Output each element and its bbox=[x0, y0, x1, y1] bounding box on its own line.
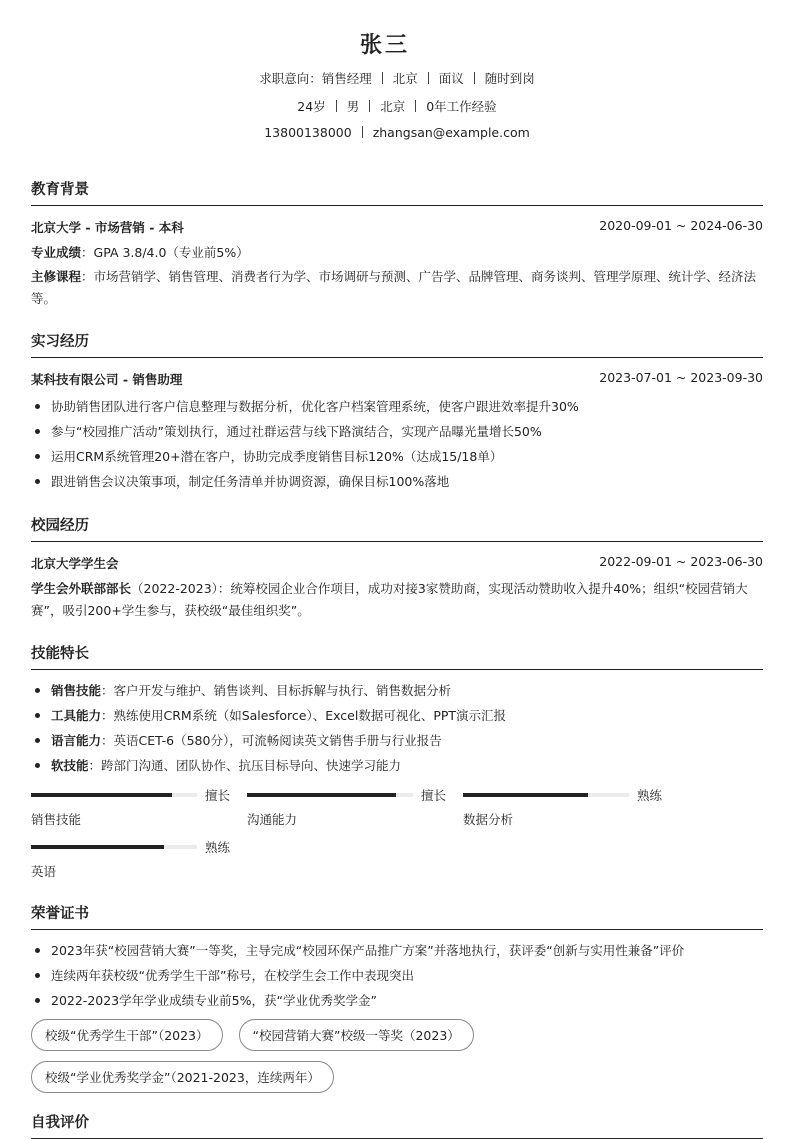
skill-level-item bbox=[247, 786, 463, 828]
honors-section bbox=[31, 902, 763, 1103]
intent-salary: 面议 bbox=[438, 71, 464, 86]
honor-badge: 校级“优秀学生干部”（2023） bbox=[31, 1019, 223, 1051]
skill-level-item bbox=[31, 838, 247, 880]
skills-section bbox=[31, 642, 763, 890]
skill-bar bbox=[247, 793, 413, 797]
list-item: 协助销售团队进行客户信息整理与数据分析，优化客户档案管理系统，使客户跟进效率提升30% bbox=[31, 394, 763, 419]
skill-bar-fill bbox=[463, 793, 588, 797]
list-item: 2023年获“校园营销大赛”一等奖，主导完成“校园环保产品推广方案”并落地执行，获评委“创新与实用性兼备”评价 bbox=[31, 938, 763, 963]
separator bbox=[369, 100, 370, 112]
skill-label: 软技能 bbox=[51, 758, 89, 773]
skill-bar-fill bbox=[31, 793, 172, 797]
list-item bbox=[31, 728, 763, 753]
skill-bar bbox=[463, 793, 629, 797]
section-title: 自我评价 bbox=[31, 1111, 763, 1139]
basic-info-line bbox=[0, 97, 794, 115]
campus-org: 北京大学学生会 bbox=[31, 556, 119, 571]
education-section bbox=[31, 178, 763, 310]
separator bbox=[382, 72, 383, 84]
list-item: 运用CRM系统管理20+潜在客户，协助完成季度销售目标120%（达成15/18单） bbox=[31, 444, 763, 469]
skill-label: 销售技能 bbox=[51, 683, 102, 698]
school-major-degree: 北京大学 - 市场营销 - 本科 bbox=[31, 220, 184, 235]
skill-name: 英语 bbox=[31, 864, 57, 879]
self-eval-section bbox=[31, 1111, 763, 1139]
company-role: 某科技有限公司 - 销售助理 bbox=[31, 372, 183, 387]
skill-bar-fill bbox=[247, 793, 396, 797]
skill-name: 沟通能力 bbox=[247, 812, 298, 827]
experience-years: 0年工作经验 bbox=[426, 99, 497, 114]
internship-section bbox=[31, 330, 763, 494]
list-item bbox=[31, 703, 763, 728]
location: 北京 bbox=[380, 99, 406, 114]
section-title: 荣誉证书 bbox=[31, 902, 763, 930]
courses-line bbox=[31, 266, 763, 310]
intent-availability: 随时到岗 bbox=[484, 71, 535, 86]
honor-badges bbox=[31, 1019, 763, 1103]
skill-level: 擅长 bbox=[421, 788, 447, 803]
campus-row bbox=[31, 554, 763, 572]
skill-bar bbox=[31, 845, 197, 849]
campus-role-label: 学生会外联部部长 bbox=[31, 581, 132, 596]
list-item: 2022-2023学年学业成绩专业前5%，获“学业优秀奖学金” bbox=[31, 988, 763, 1013]
separator bbox=[428, 72, 429, 84]
list-item bbox=[31, 678, 763, 703]
list-item: 连续两年获校级“优秀学生干部”称号，在校学生会工作中表现突出 bbox=[31, 963, 763, 988]
campus-date: 2022-09-01 ~ 2023-06-30 bbox=[599, 554, 763, 569]
courses-label: 主修课程 bbox=[31, 269, 82, 284]
list-item bbox=[31, 753, 763, 778]
internship-row bbox=[31, 370, 763, 388]
skill-text: ：跨部门沟通、团队协作、抗压目标导向、快速学习能力 bbox=[88, 758, 402, 773]
honor-badge: 校级“学业优秀奖学金”（2021-2023，连续两年） bbox=[31, 1061, 334, 1093]
skill-name: 销售技能 bbox=[31, 812, 82, 827]
skill-text: ：客户开发与维护、销售谈判、目标拆解与执行、销售数据分析 bbox=[101, 683, 452, 698]
skill-level: 擅长 bbox=[205, 788, 231, 803]
skill-label: 语言能力 bbox=[51, 733, 102, 748]
resume-header bbox=[0, 0, 794, 140]
honors-list bbox=[31, 938, 763, 1013]
campus-role-text: （2022-2023）：统筹校园企业合作项目，成功对接3家赞助商，实现活动赞助收入提升40%；组织“校园营销大赛”，吸引200+学生参与，获校级“最佳组织奖”。 bbox=[31, 581, 748, 618]
job-intent-line bbox=[0, 69, 794, 87]
separator bbox=[362, 126, 363, 138]
skill-text: ：熟练使用CRM系统（如Salesforce）、Excel数据可视化、PPT演示汇报 bbox=[101, 708, 507, 723]
section-title: 校园经历 bbox=[31, 514, 763, 542]
intent-city: 北京 bbox=[392, 71, 418, 86]
gpa-line bbox=[31, 242, 763, 264]
section-title: 实习经历 bbox=[31, 330, 763, 358]
gender: 男 bbox=[346, 99, 360, 114]
skill-level: 熟练 bbox=[205, 840, 231, 855]
gpa-label: 专业成绩 bbox=[31, 245, 82, 260]
honor-badge: “校园营销大赛”校级一等奖（2023） bbox=[239, 1019, 474, 1051]
candidate-name: 张三 bbox=[359, 33, 410, 58]
separator bbox=[474, 72, 475, 84]
courses-text: ：市场营销学、销售管理、消费者行为学、市场调研与预测、广告学、品牌管理、商务谈判、管理学原理、统计学、经济法等。 bbox=[31, 269, 757, 306]
education-date: 2020-09-01 ~ 2024-06-30 bbox=[599, 218, 763, 233]
skill-level-item bbox=[463, 786, 679, 828]
campus-description bbox=[31, 578, 763, 622]
section-title: 教育背景 bbox=[31, 178, 763, 206]
phone: 13800138000 bbox=[264, 125, 352, 140]
skill-level-item bbox=[31, 786, 247, 828]
internship-date: 2023-07-01 ~ 2023-09-30 bbox=[599, 370, 763, 385]
skill-text: ：英语CET-6（580分），可流畅阅读英文销售手册与行业报告 bbox=[101, 733, 442, 748]
skills-list bbox=[31, 678, 763, 778]
education-row bbox=[31, 218, 763, 236]
internship-list bbox=[31, 394, 763, 494]
gpa-text: ：GPA 3.8/4.0（专业前5%） bbox=[81, 245, 249, 260]
skill-bar-fill bbox=[31, 845, 164, 849]
job-intent: 求职意向：销售经理 bbox=[259, 71, 372, 86]
skill-label: 工具能力 bbox=[51, 708, 102, 723]
skill-bar bbox=[31, 793, 197, 797]
skill-levels bbox=[31, 786, 763, 890]
age: 24岁 bbox=[297, 99, 326, 114]
separator bbox=[415, 100, 416, 112]
email: zhangsan@example.com bbox=[372, 125, 530, 140]
list-item: 参与“校园推广活动”策划执行，通过社群运营与线下路演结合，实现产品曝光量增长50% bbox=[31, 419, 763, 444]
separator bbox=[336, 100, 337, 112]
campus-section bbox=[31, 514, 763, 622]
contact-line bbox=[0, 125, 794, 140]
skill-level: 熟练 bbox=[637, 788, 663, 803]
list-item: 跟进销售会议决策事项，制定任务清单并协调资源，确保目标100%落地 bbox=[31, 469, 763, 494]
section-title: 技能特长 bbox=[31, 642, 763, 670]
skill-name: 数据分析 bbox=[463, 812, 514, 827]
